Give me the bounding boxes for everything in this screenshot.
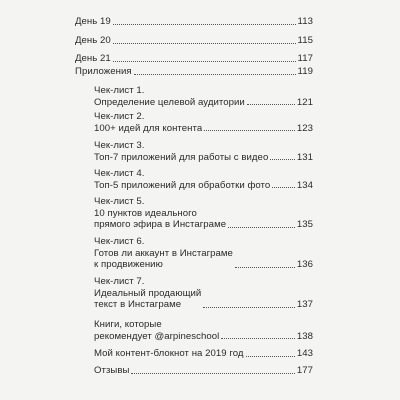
dot-leader (246, 356, 295, 357)
toc-page-number: 138 (296, 330, 313, 342)
toc-entry-title: 100+ идей для контента (94, 122, 203, 134)
toc-entry-title: Отзывы (94, 365, 130, 376)
toc-page-number: 115 (297, 35, 313, 46)
toc-entry-title: Топ-5 приложений для обработки фото (94, 179, 271, 191)
toc-page-number: 123 (296, 122, 313, 134)
toc-page-number: 113 (297, 16, 313, 27)
toc-entry-title: Чек-лист 4. (94, 168, 145, 179)
toc-entry-title: Готов ли аккаунт в Инстаграме (94, 247, 233, 259)
dot-leader (113, 43, 296, 44)
toc-page-number: 136 (296, 259, 313, 270)
toc-entry-title: Определение целевой аудитории (94, 96, 245, 108)
toc-entry-title: День 21 (75, 53, 111, 64)
toc-page-number: 131 (296, 151, 313, 163)
dot-leader (272, 187, 295, 188)
toc-entry-checklist4[interactable] (94, 168, 313, 191)
toc-entry-title: Чек-лист 7. (94, 276, 145, 287)
toc-entry-title: Чек-лист 2. (94, 111, 145, 122)
dot-leader (204, 130, 295, 131)
toc-page-number: 137 (296, 299, 313, 310)
toc-entry-checklist1[interactable] (94, 85, 313, 108)
toc-page-number: 134 (296, 179, 313, 191)
dot-leader (113, 24, 296, 25)
toc-entry-title: Приложения (75, 66, 132, 77)
dot-leader (221, 338, 295, 339)
dot-leader (228, 227, 295, 228)
toc-page-number: 143 (296, 348, 313, 359)
toc-entry-checklist2[interactable] (94, 111, 313, 134)
toc-entry-title: Чек-лист 3. (94, 140, 145, 151)
toc-entry-checklist7[interactable] (94, 276, 313, 311)
toc-entry-day21[interactable] (75, 53, 313, 65)
toc-entry-title: День 19 (75, 16, 111, 27)
dot-leader (247, 104, 295, 105)
dot-leader (113, 61, 296, 62)
toc-page-number: 177 (296, 365, 313, 376)
dot-leader (203, 307, 295, 308)
toc-entry-title: Книги, которые (94, 319, 162, 330)
toc-page-number: 117 (297, 53, 313, 64)
toc-entry-title: текст в Инстаграме (94, 299, 182, 310)
toc-entry-books[interactable] (94, 319, 313, 342)
toc-entry-title: День 20 (75, 35, 111, 46)
toc-entry-day20[interactable] (75, 35, 313, 47)
toc-entry-checklist6[interactable] (94, 236, 313, 271)
toc-entry-title: Чек-лист 5. (94, 196, 145, 207)
dot-leader (235, 267, 295, 268)
toc-entry-reviews[interactable] (94, 365, 313, 377)
toc-entry-title: Чек-лист 6. (94, 236, 145, 247)
dot-leader (131, 373, 294, 374)
toc-entry-checklist3[interactable] (94, 140, 313, 163)
toc-entry-appendices[interactable] (75, 66, 313, 78)
toc-entry-title: 10 пунктов идеального (94, 207, 197, 219)
dot-leader (270, 159, 294, 160)
toc-entry-title: Идеальный продающий (94, 287, 202, 299)
toc-entry-checklist5[interactable] (94, 196, 313, 231)
toc-entry-title: Топ-7 приложений для работы с видео (94, 151, 269, 163)
toc-entry-title: прямого эфира в Инстаграме (94, 219, 227, 230)
toc-page-number: 119 (297, 66, 313, 77)
toc-page-number: 121 (296, 96, 313, 108)
toc-entry-title: Чек-лист 1. (94, 85, 145, 96)
toc-entry-day19[interactable] (75, 16, 313, 28)
dot-leader (134, 74, 296, 75)
toc-entry-title: к продвижению (94, 259, 163, 270)
toc-entry-title: рекомендует @arpineschool (94, 330, 220, 342)
toc-entry-notebook[interactable] (94, 348, 313, 360)
toc-entry-title: Мой контент-блокнот на 2019 год (94, 348, 244, 359)
toc-page-number: 135 (296, 219, 313, 230)
